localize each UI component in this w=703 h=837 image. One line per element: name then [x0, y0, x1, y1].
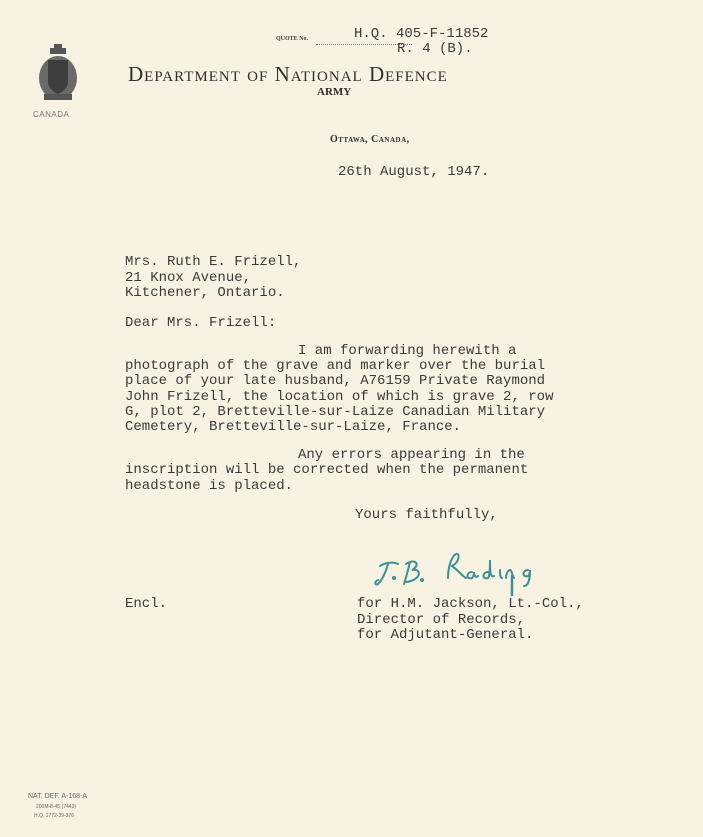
branch-label: ARMY — [317, 86, 352, 98]
address-line: Kitchener, Ontario. — [125, 285, 285, 301]
body-line: Cemetery, Bretteville-sur-Laize, France. — [125, 419, 462, 435]
letter-date: 26th August, 1947. — [338, 164, 490, 180]
body-line: inscription will be corrected when the permanent — [125, 462, 529, 478]
salutation: Dear Mrs. Frizell: — [125, 315, 277, 331]
quote-label: QUOTE No. — [276, 36, 309, 42]
signatory-line: Director of Records, — [357, 612, 526, 628]
location-label: Ottawa, Canada, — [330, 134, 410, 145]
form-number: NAT. DEF. A-168-A — [28, 793, 88, 800]
body-line: Any errors appearing in the — [298, 447, 525, 463]
quote-reference: R. 4 (B). — [397, 41, 473, 57]
print-code: 200M-8-45 (7443) — [36, 804, 77, 810]
body-line: headstone is placed. — [125, 478, 294, 494]
coat-of-arms-icon — [36, 42, 80, 104]
body-line: place of your late husband, A76159 Private Raymond — [125, 373, 546, 389]
quote-number: H.Q. 405-F-11852 — [354, 26, 489, 42]
closing: Yours faithfully, — [355, 507, 498, 523]
signatory-line: for Adjutant-General. — [357, 627, 534, 643]
body-line: John Frizell, the location of which is grave 2, row — [125, 389, 554, 405]
signatory-line: for H.M. Jackson, Lt.-Col., — [357, 596, 584, 612]
file-code: H.Q. 1772-39-376 — [34, 813, 75, 819]
body-line: photograph of the grave and marker over the burial — [125, 358, 546, 374]
department-heading: Department of National Defence — [128, 62, 448, 86]
enclosure-note: Encl. — [125, 596, 168, 612]
country-label: CANADA — [33, 110, 70, 119]
body-line: G, plot 2, Bretteville-sur-Laize Canadian Military — [125, 404, 546, 420]
body-line: I am forwarding herewith a — [298, 343, 517, 359]
address-line: Mrs. Ruth E. Frizell, — [125, 254, 302, 270]
address-line: 21 Knox Avenue, — [125, 270, 252, 286]
handwritten-signature — [372, 548, 552, 596]
